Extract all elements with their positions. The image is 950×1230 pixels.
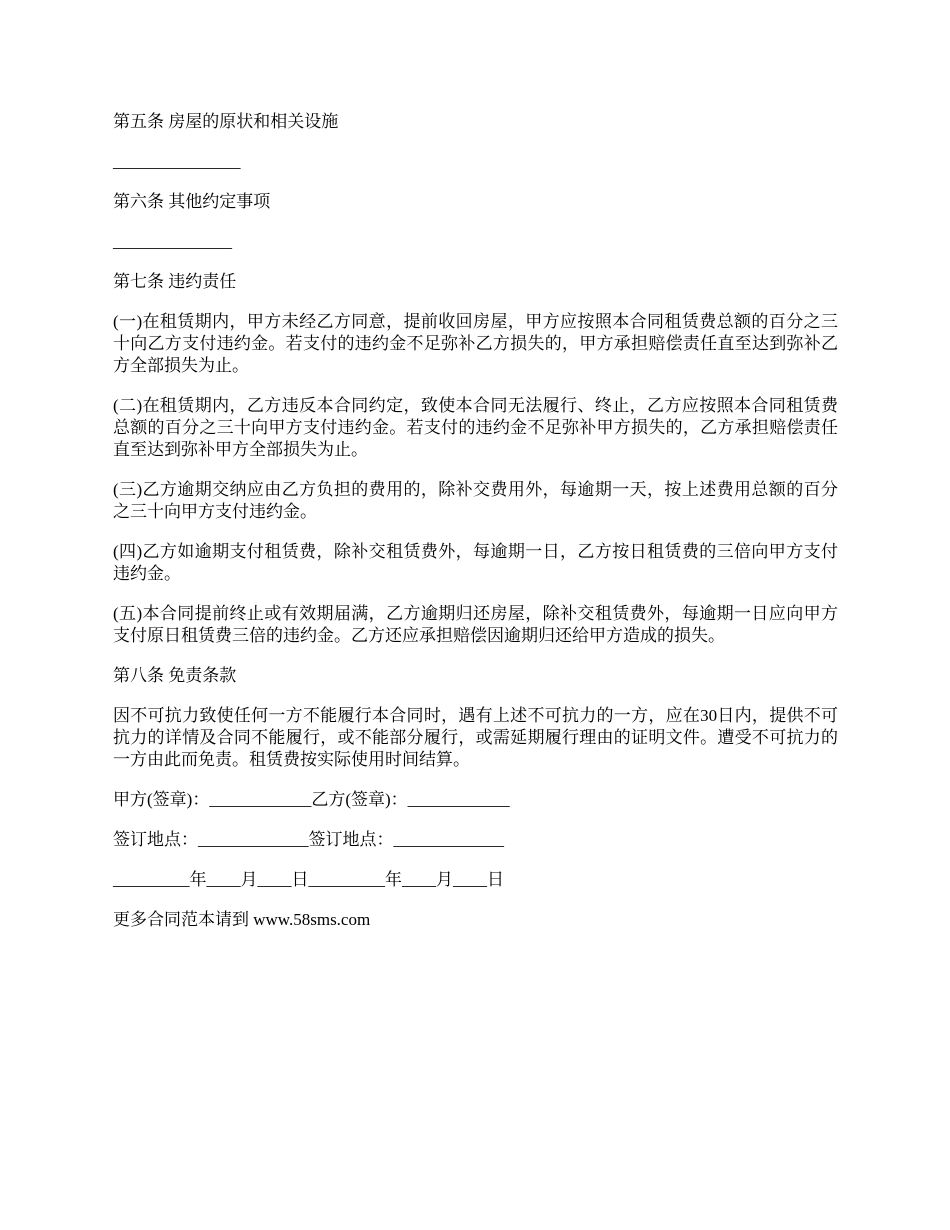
signature-line: 甲方(签章)：____________乙方(签章)：____________ — [113, 790, 510, 809]
article-6-blank: ______________ — [113, 232, 232, 251]
article-6-title: 第六条 其他约定事项 — [113, 192, 271, 211]
article-5-blank: _______________ — [113, 152, 241, 171]
article-7-title: 第七条 违约责任 — [113, 272, 237, 291]
contract-page — [113, 111, 838, 949]
article-7-item-3: (三)乙方逾期交纳应由乙方负担的费用的，除补交费用外，每逾期一天，按上述费用总额的百分之三十向甲方支付违约金。 — [113, 480, 838, 521]
article-8-body: 因不可抗力致使任何一方不能履行本合同时，遇有上述不可抗力的一方，应在30日内，提供不可抗力的详情及合同不能履行，或不能部分履行，或需延期履行理由的证明文件。遭受不可抗力的一方由此而免责。租赁费按实际使用时间结算。 — [113, 706, 838, 769]
article-5-title: 第五条 房屋的原状和相关设施 — [113, 112, 339, 131]
article-7-item-5: (五)本合同提前终止或有效期届满，乙方逾期归还房屋，除补交租赁费外，每逾期一日应向甲方支付原日租赁费三倍的违约金。乙方还应承担赔偿因逾期归还给甲方造成的损失。 — [113, 604, 838, 645]
footer-note: 更多合同范本请到 www.58sms.com — [113, 910, 371, 929]
article-8-title: 第八条 免责条款 — [113, 666, 237, 685]
article-7-item-4: (四)乙方如逾期支付租赁费，除补交租赁费外，每逾期一日，乙方按日租赁费的三倍向甲方支付违约金。 — [113, 542, 838, 583]
article-7-item-1: (一)在租赁期内，甲方未经乙方同意，提前收回房屋，甲方应按照本合同租赁费总额的百分之三十向乙方支付违约金。若支付的违约金不足弥补乙方损失的，甲方承担赔偿责任直至达到弥补乙方全部损失为止。 — [113, 312, 838, 375]
signing-place-line: 签订地点：_____________签订地点：_____________ — [113, 830, 504, 849]
date-line: _________年____月____日_________年____月____日 — [113, 870, 504, 889]
article-7-item-2: (二)在租赁期内，乙方违反本合同约定，致使本合同无法履行、终止，乙方应按照本合同租赁费总额的百分之三十向甲方支付违约金。若支付的违约金不足弥补甲方损失的，乙方承担赔偿责任直至达到弥补甲方全部损失为止。 — [113, 396, 838, 459]
